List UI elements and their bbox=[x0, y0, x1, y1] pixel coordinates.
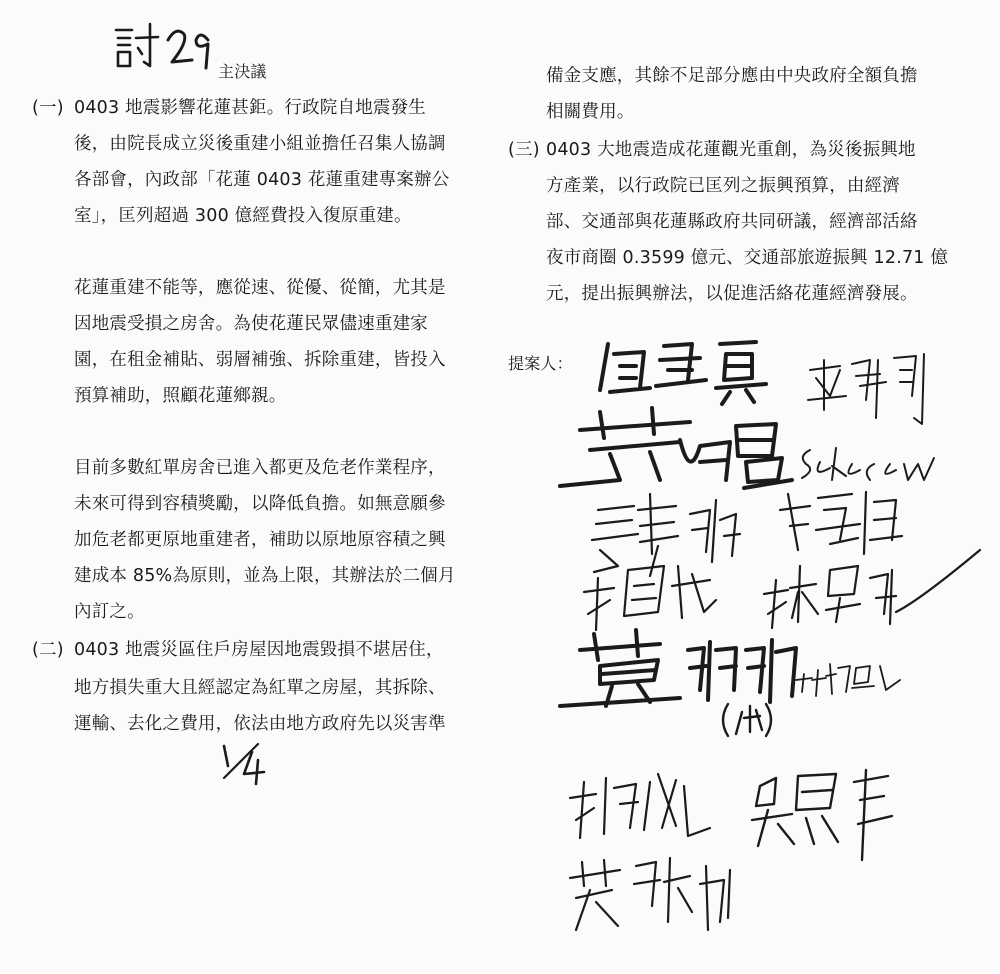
signature-6 bbox=[780, 492, 902, 554]
continuation-line: 相關費用。 bbox=[546, 102, 635, 122]
signature-2 bbox=[808, 354, 924, 424]
paragraph-3-line: 建成本 85%為原則，並為上限，其辦法於二個月 bbox=[74, 566, 456, 586]
item-1-line: 各部會，內政部「花蓮 0403 花蓮重建專案辦公 bbox=[74, 170, 450, 190]
signature-5 bbox=[592, 494, 740, 576]
document-title: 主決議 bbox=[218, 62, 267, 81]
signature-1 bbox=[600, 342, 766, 404]
continuation-line: 備金支應，其餘不足部分應由中央政府全額負擔 bbox=[546, 66, 918, 86]
item-3-line: 元，提出振興辦法，以促進活絡花蓮經濟發展。 bbox=[546, 284, 918, 304]
paragraph-2-line: 因地震受損之房舍。為使花蓮民眾儘速重建家 bbox=[74, 314, 428, 334]
item-1-line: 0403 地震影響花蓮甚鉅。行政院自地震發生 bbox=[74, 98, 426, 118]
handwritten-page-number bbox=[214, 738, 274, 788]
paragraph-3-line: 目前多數紅單房舍已進入都更及危老作業程序， bbox=[74, 458, 446, 478]
item-3-line: 部、交通部與花蓮縣政府共同研議，經濟部活絡 bbox=[546, 212, 918, 232]
signature-13 bbox=[570, 858, 730, 930]
handwritten-header-number bbox=[110, 18, 220, 78]
item-2-line: 地方損失重大且經認定為紅單之房屋，其拆除、 bbox=[74, 678, 446, 698]
paragraph-2-line: 預算補助，照顧花蓮鄉親。 bbox=[74, 386, 287, 406]
item-2-line: 運輸、去化之費用，依法由地方政府先以災害準 bbox=[74, 714, 446, 734]
proposer-label: 提案人： bbox=[508, 354, 573, 373]
item-2-label: (二) bbox=[32, 640, 64, 660]
paragraph-2-line: 園，在租金補貼、弱層補強、拆除重建，皆投入 bbox=[74, 350, 446, 370]
item-3-line: 夜市商圈 0.3599 億元、交通部旅遊振興 12.71 億 bbox=[546, 248, 949, 268]
signature-4 bbox=[802, 448, 934, 480]
signature-9-suffix bbox=[723, 704, 771, 736]
paragraph-3-line: 未來可得到容積獎勵，以降低負擔。如無意願參 bbox=[74, 494, 446, 514]
item-1-label: (一) bbox=[32, 98, 64, 118]
signature-10 bbox=[796, 664, 900, 696]
signature-11 bbox=[570, 774, 710, 838]
paragraph-2-line: 花蓮重建不能等，應從速、從優、從簡，尤其是 bbox=[74, 278, 446, 298]
handwritten-signatures bbox=[540, 330, 980, 970]
item-3-line: 0403 大地震造成花蓮觀光重創，為災後振興地 bbox=[546, 140, 916, 160]
signature-9 bbox=[560, 630, 796, 706]
item-3-label: (三) bbox=[508, 140, 540, 160]
item-3-line: 方產業，以行政院已匡列之振興預算，由經濟 bbox=[546, 176, 900, 196]
item-1-line: 室」，匡列超過 300 億經費投入復原重建。 bbox=[74, 206, 412, 226]
paragraph-3-line: 加危老都更原地重建者，補助以原地原容積之興 bbox=[74, 530, 446, 550]
signature-8 bbox=[764, 550, 980, 628]
paragraph-3-line: 內訂之。 bbox=[74, 602, 145, 622]
signature-3 bbox=[560, 408, 792, 488]
item-2-line: 0403 地震災區住戶房屋因地震毀損不堪居住， bbox=[74, 640, 444, 660]
item-1-line: 後，由院長成立災後重建小組並擔任召集人協調 bbox=[74, 134, 446, 154]
signature-12 bbox=[752, 770, 892, 860]
